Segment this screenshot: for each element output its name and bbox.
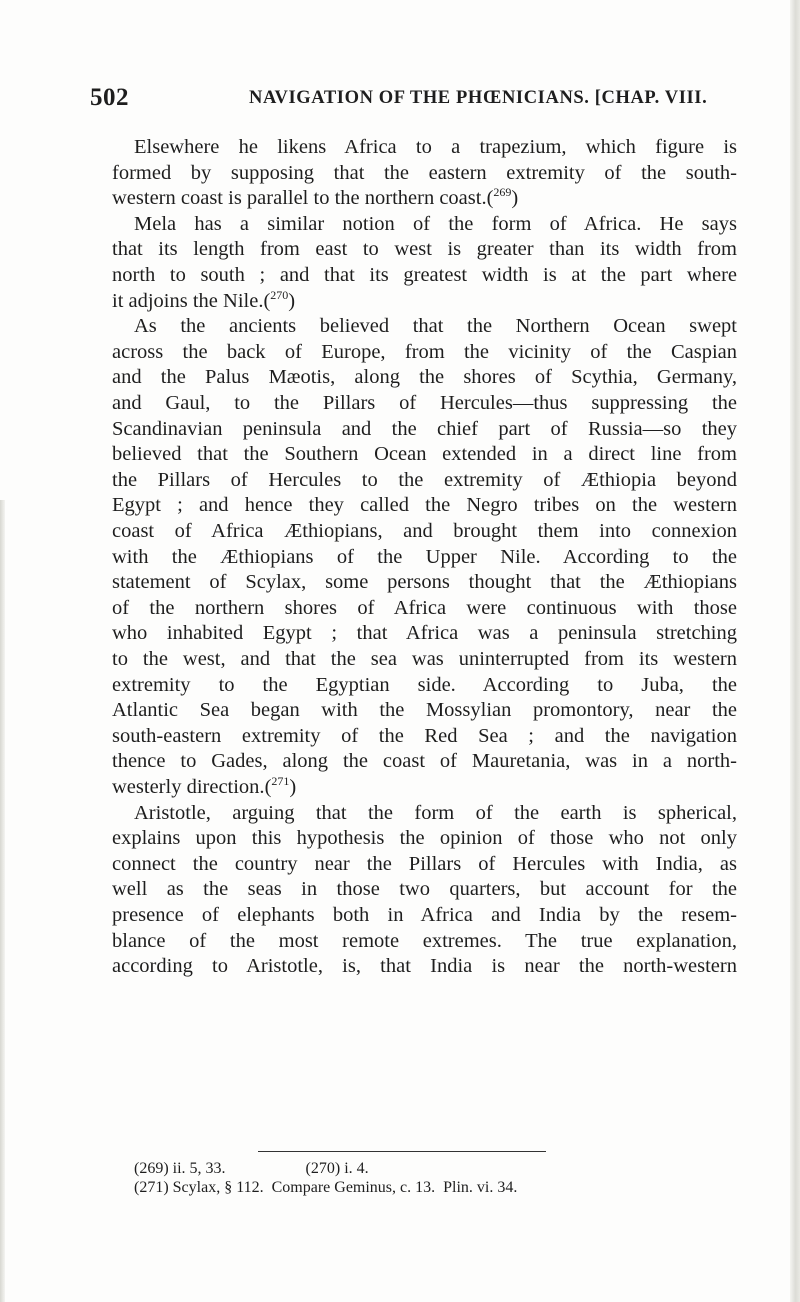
text-line-content: western coast is parallel to the northern coast. [112,187,487,210]
text-line-content: As the ancients believed that the Northern Ocean swept [134,315,737,338]
text-line [112,570,737,596]
text-line [134,314,737,340]
text-line-content: it adjoins the Nile. [112,289,264,312]
text-line-content: the Pillars of Hercules to the extremity of Æthiopia beyond [112,468,737,491]
text-line-content: according to Aristotle, is, that India is near the north-western [112,955,737,978]
text-line-content: Elsewhere he likens Africa to a trapezium, which figure is [134,136,737,158]
text-line-content: Mela has a similar notion of the form of Africa. He says [134,212,737,235]
text-line: westerly direction.($^{271}$) [112,774,297,798]
text-line [112,365,737,391]
text-line-content: who inhabited Egypt ; that Africa was a peninsula stretching [112,622,737,645]
running-head: NAVIGATION OF THE PHŒNICIANS. [CHAP. VIII. [249,88,708,108]
text-line-content: thence to Gades, along the coast of Mauretania, was in a north- [112,750,737,773]
text-line-content: formed by supposing that the eastern extremity of the south- [112,161,737,184]
text-line [112,493,737,519]
footnote-line: (271) Scylax, § 112. Compare Geminus, c. 13. Plin. vi. 34. [134,1179,518,1196]
text-line [112,442,737,468]
text-line [134,801,737,827]
text-line [112,954,737,980]
text-line-content: with the Æthiopians of the Upper Nile. According to the [112,545,737,568]
text-line: it adjoins the Nile.($^{270}$) [112,287,296,312]
text-line-content: north to south ; and that its greatest width is at the part where [112,264,737,286]
text-line-content: that its length from east to west is greater than its width from [112,238,737,261]
page-shadow-right [790,0,800,1302]
text-line-content: and the Palus Mæotis, along the shores of Scythia, Germany, [112,366,737,389]
text-line [112,749,737,775]
text-line-content: believed that the Southern Ocean extended in a direct line from [112,443,737,466]
text-line-content: westerly direction. [112,776,265,798]
text-line [134,212,737,238]
text-line [112,340,737,366]
page-header [90,84,738,124]
text-line-content: Atlantic Sea began with the Mossylian promontory, near the [112,699,737,722]
page-number: 502 [90,84,129,111]
text-line [112,903,737,929]
text-line [112,161,737,187]
text-line-content: Scandinavian peninsula and the chief part of Russia—so they [112,417,737,440]
footnote-reference: 271 [271,774,290,789]
text-line-content: south-eastern extremity of the Red Sea ; and the navigation [112,724,737,747]
text-line [134,135,737,161]
text-line [112,852,737,878]
text-line-content: of the northern shores of Africa were continuous with those [112,596,737,619]
text-line [112,673,737,699]
text-line [112,826,737,852]
footnote-reference: 269 [493,185,512,200]
text-line-content: and Gaul, to the Pillars of Hercules—thus suppressing the [112,392,737,414]
text-line-content: blance of the most remote extremes. The true explanation, [112,929,737,952]
text-line [112,391,737,417]
text-line [112,621,737,647]
text-line-content: explains upon this hypothesis the opinion of those who not only [112,827,737,850]
text-line [112,263,737,289]
text-line-content: Aristotle, arguing that the form of the earth is spherical, [134,801,737,824]
page-shadow-left [0,500,5,1302]
text-line-content: to the west, and that the sea was uninterrupted from its western [112,648,737,670]
text-line [112,698,737,724]
text-line: western coast is parallel to the northern coast.($^{269}$) [112,185,519,210]
text-line-content: well as the seas in those two quarters, but account for the [112,878,737,901]
text-line-content: extremity to the Egyptian side. According to Juba, the [112,673,737,696]
text-line [112,468,737,494]
text-line [112,417,737,443]
text-line [112,647,737,673]
text-line [112,237,737,263]
text-line-content: connect the country near the Pillars of Hercules with India, as [112,852,737,875]
text-line [112,596,737,622]
text-line-content: Egypt ; and hence they called the Negro tribes on the western [112,494,737,517]
text-line-content: presence of elephants both in Africa and India by the resem- [112,904,737,926]
footnote-line: (269) ii. 5, 33. (270) i. 4. [134,1160,369,1177]
text-line [112,877,737,903]
text-line [112,724,737,750]
footnote-rule [258,1151,546,1152]
text-line-content: statement of Scylax, some persons thought that the Æthiopians [112,571,737,594]
text-line [112,519,737,545]
footnote-reference: 270 [270,287,289,302]
text-line-content: across the back of Europe, from the vicinity of the Caspian [112,340,737,363]
text-line [112,545,737,571]
text-line-content: coast of Africa Æthiopians, and brought them into connexion [112,520,737,542]
text-line [112,929,737,955]
